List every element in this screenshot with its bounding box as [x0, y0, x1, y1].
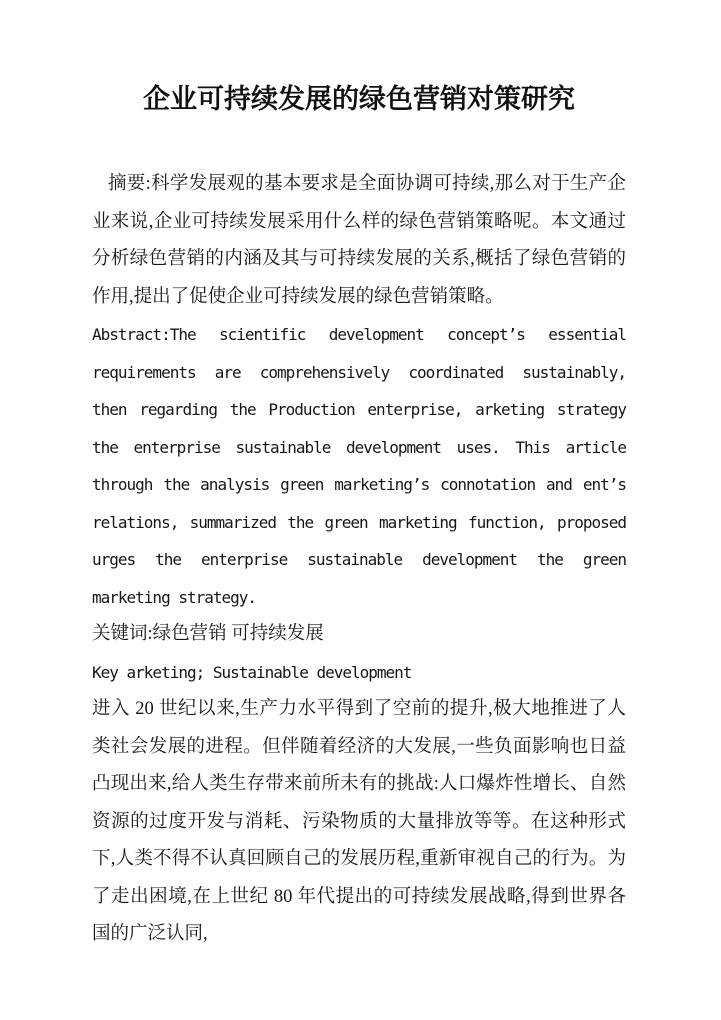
keywords-en: Key arketing; Sustainable development — [92, 662, 412, 682]
keywords-cn: 关键词:绿色营销 可持续发展 — [92, 624, 324, 644]
abstract-cn: 摘要:科学发展观的基本要求是全面协调可持续,那么对于生产企业来说,企业可持续发展采用什么样的绿色营销策略呢。本文通过分析绿色营销的内涵及其与可持续发展的关系,概括了绿色营销的作用,提出了促使企业可持续发展的绿色营销策略。 — [92, 174, 626, 307]
body-paragraph: 进入 20 世纪以来,生产力水平得到了空前的提升,极大地推进了人类社会发展的进程。但伴随着经济的大发展,一些负面影响也日益凸现出来,给人类生存带来前所未有的挑战:人口爆炸性增长、自然资源的过度开发与消耗、污染物质的大量排放等等。在这种形式下,人类不得不认真回顾自己的发展历程,重新审视自己的行为。为了走出困境,在上世纪 80 年代提出的可持续发展战略,得到世界各国的广泛认同, — [92, 699, 626, 944]
page-title: 企业可持续发展的绿色营销对策研究 — [143, 84, 575, 114]
abstract-en: Abstract:The scientific development concept’s essential requirements are comprehensively coordinated sustainably, then regarding the Production enterprise, arketing strategy the enterprise sustainable development uses. This article through the analysis green marketing’s connotation and ent’s relations, summarized the green marketing function, proposed urges the enterprise sustainable development the green marketing strategy. — [92, 325, 626, 607]
